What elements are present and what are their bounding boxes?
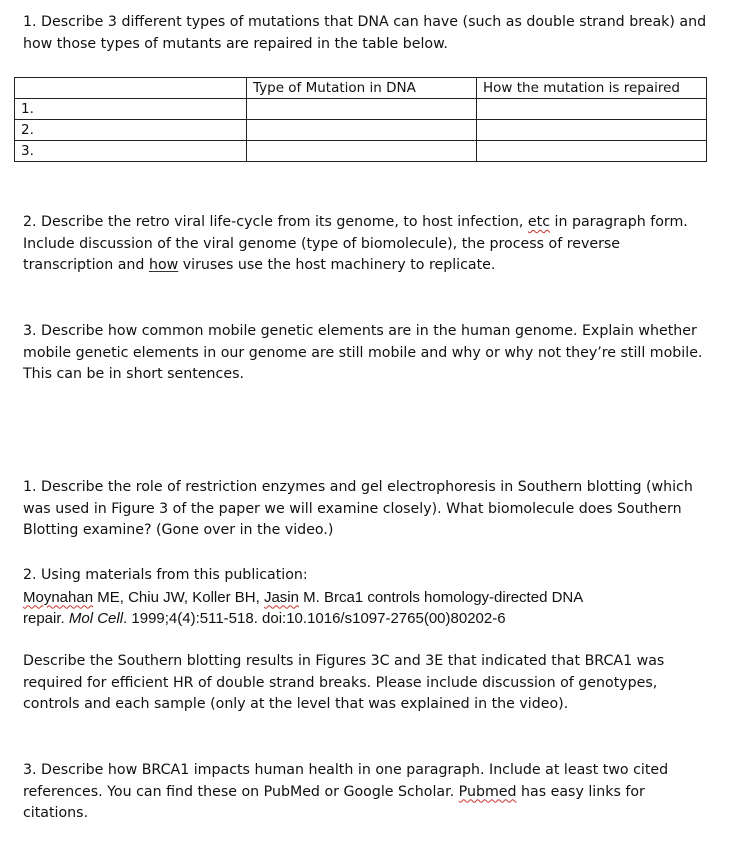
citation-line: [23, 608, 723, 630]
question-text-line: Describe the Southern blotting results in Figures 3C and 3E that indicated that BRCA1 was: [23, 653, 665, 669]
spellcheck-word: Pubmed: [458, 783, 517, 800]
text-run: repair.: [23, 610, 69, 627]
table-header-row: [15, 78, 707, 99]
question-text-line: 2. Using materials from this publication:: [23, 567, 308, 583]
question-text-line: how those types of mutants are repaired in the table below.: [23, 35, 448, 52]
journal-name: Mol Cell: [68, 610, 124, 627]
table-cell: 3.: [15, 141, 247, 162]
spellcheck-word: Jasin: [263, 588, 299, 606]
question-2-description: [23, 651, 723, 716]
table-row: [15, 99, 707, 120]
text-run: references. You can find these on PubMed or Google Scholar.: [23, 783, 459, 800]
text-run: 2. Describe the retro viral life-cycle from its genome, to host infection,: [23, 214, 528, 230]
question-text-line: controls and each sample (only at the level that was explained in the video).: [23, 696, 569, 712]
question-text-line: 1. Describe the role of restriction enzymes and gel electrophoresis in Southern blotting (which: [23, 479, 693, 495]
text-run: M. Brca1 controls homology-directed DNA: [298, 588, 584, 606]
table-cell: [477, 99, 707, 120]
spellcheck-word: Moynahan: [23, 588, 94, 606]
text-run: viruses use the host machinery to replicate.: [178, 257, 496, 273]
question-3-mobile-elements: [23, 321, 723, 386]
question-text-line: Blotting examine? (Gone over in the video.): [23, 522, 334, 538]
table-cell: [477, 141, 707, 162]
table-row: [15, 120, 707, 141]
question-text-line: 1. Describe 3 different types of mutations that DNA can have (such as double strand break) and: [23, 14, 707, 30]
text-run: transcription and: [23, 257, 149, 273]
mutation-table: [14, 77, 707, 162]
table-cell: 2.: [15, 120, 247, 141]
text-run: ME, Chiu JW, Koller BH,: [93, 588, 264, 606]
question-text-line: required for efficient HR of double strand breaks. Please include discussion of genotypes,: [23, 674, 658, 691]
question-text-line: Include discussion of the viral genome (type of biomolecule), the process of reverse: [23, 235, 621, 252]
underlined-word: how: [148, 257, 179, 273]
text-run: has easy links for: [516, 783, 645, 800]
table-cell: [247, 120, 477, 141]
question-text-line: 3. Describe how common mobile genetic elements are in the human genome. Explain whether: [23, 323, 697, 339]
table-header-cell: How the mutation is repaired: [477, 78, 707, 99]
table-cell: [247, 99, 477, 120]
table-cell: [247, 141, 477, 162]
question-2-publication: [23, 565, 723, 630]
table-header-cell: Type of Mutation in DNA: [247, 78, 477, 99]
question-text-line: [23, 782, 723, 804]
table-row: [15, 141, 707, 162]
question-text-line: mobile genetic elements in our genome are still mobile and why or why not they’re still mobile.: [23, 344, 703, 361]
spellcheck-word: etc: [527, 214, 550, 230]
question-text-line: This can be in short sentences.: [23, 366, 244, 382]
question-1-mutations: [23, 12, 723, 55]
question-text-line: 3. Describe how BRCA1 impacts human health in one paragraph. Include at least two cited: [23, 762, 669, 778]
citation-line: [23, 587, 723, 609]
question-3-brca1-health: [23, 760, 723, 825]
question-2-retrovirus: [23, 212, 723, 277]
question-text-line: [23, 255, 723, 277]
question-text-line: citations.: [23, 805, 89, 821]
question-text-line: [23, 212, 723, 234]
table-cell: [477, 120, 707, 141]
text-run: . 1999;4(4):511-518. doi:10.1016/s1097-2765(00)80202-6: [123, 610, 506, 627]
question-text-line: was used in Figure 3 of the paper we will examine closely). What biomolecule does Southern: [23, 500, 682, 517]
question-1-southern-blotting: [23, 477, 723, 542]
table-header-cell: [15, 78, 247, 99]
table-cell: 1.: [15, 99, 247, 120]
text-run: in paragraph form.: [550, 214, 688, 230]
